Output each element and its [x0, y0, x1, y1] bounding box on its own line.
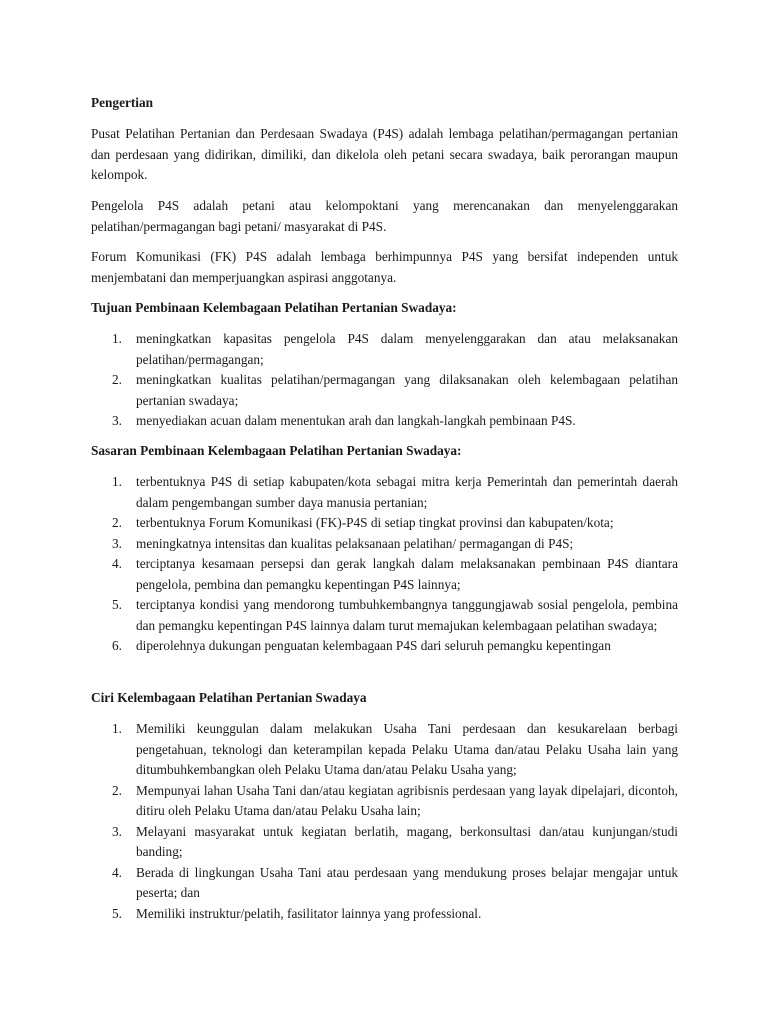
tujuan-list: [91, 329, 678, 432]
paragraph-p4s-definition: Pusat Pelatihan Pertanian dan Perdesaan Swadaya (P4S) adalah lembaga pelatihan/permagangan pertanian dan perdesaan yang didirikan, dimiliki, dan dikelola oleh petani secara swadaya, baik perorangan maupun kelompok.: [91, 126, 678, 182]
list-item-number: 5.: [112, 597, 122, 612]
section-heading-sasaran: Sasaran Pembinaan Kelembagaan Pelatihan Pertanian Swadaya:: [91, 443, 462, 458]
list-item-text: terciptanya kondisi yang mendorong tumbuhkembangnya tanggungjawab sosial pengelola, pembina dan pemangku kepentingan P4S lainnya dalam turut memajukan kelembagaan pelatihan swadaya;: [136, 597, 678, 633]
list-item: [91, 595, 678, 636]
list-item-text: terbentuknya Forum Komunikasi (FK)-P4S di setiap tingkat provinsi dan kabupaten/kota;: [136, 515, 614, 530]
section-heading-tujuan: Tujuan Pembinaan Kelembagaan Pelatihan Pertanian Swadaya:: [91, 300, 457, 315]
list-item: [91, 554, 678, 595]
list-item-text: menyediakan acuan dalam menentukan arah dan langkah-langkah pembinaan P4S.: [136, 413, 576, 428]
list-item-text: Memiliki instruktur/pelatih, fasilitator lainnya yang professional.: [136, 905, 482, 921]
list-item-number: 3.: [112, 413, 122, 428]
list-item-text: Berada di lingkungan Usaha Tani atau perdesaan yang mendukung proses belajar mengajar untuk peserta; dan: [136, 864, 678, 900]
ciri-list: [91, 719, 678, 924]
paragraph-forum-definition: Forum Komunikasi (FK) P4S adalah lembaga berhimpunnya P4S yang bersifat independen untuk menjembatani dan memperjuangkan aspirasi anggotanya.: [91, 249, 678, 285]
list-item-number: 1.: [112, 721, 122, 736]
list-item: [91, 822, 678, 863]
section-heading-ciri: Ciri Kelembagaan Pelatihan Pertanian Swadaya: [91, 690, 367, 705]
list-item-text: meningkatkan kualitas pelatihan/permagangan yang dilaksanakan oleh kelembagaan pelatihan pertanian swadaya;: [136, 372, 678, 408]
list-item-text: meningkatkan kapasitas pengelola P4S dalam menyelenggarakan dan atau melaksanakan pelatihan/permagangan;: [136, 331, 678, 367]
list-item-number: 1.: [112, 474, 122, 489]
list-item: [91, 329, 678, 370]
list-item: [91, 370, 678, 411]
list-item: [91, 513, 678, 534]
list-item: [91, 863, 678, 904]
section-heading-pengertian: Pengertian: [91, 95, 154, 110]
list-item: [91, 411, 678, 432]
list-item: [91, 636, 678, 657]
list-item-number: 6.: [112, 638, 122, 653]
list-item: [91, 904, 678, 925]
list-item-text: meningkatnya intensitas dan kualitas pelaksanaan pelatihan/ permagangan di P4S;: [136, 535, 574, 551]
list-item-number: 5.: [112, 905, 122, 921]
list-item-text: Melayani masyarakat untuk kegiatan berlatih, magang, berkonsultasi dan/atau kunjungan/studi banding;: [136, 823, 678, 859]
list-item-number: 3.: [112, 823, 122, 839]
list-item-number: 4.: [112, 556, 122, 571]
list-item-text: Mempunyai lahan Usaha Tani dan/atau kegiatan agribisnis perdesaan yang layak dipelajari, dicontoh, ditiru oleh Pelaku Utama dan/atau Pelaku Usaha lain;: [136, 782, 678, 818]
list-item-text: Memiliki keunggulan dalam melakukan Usaha Tani perdesaan dan kesukarelaan berbagi pengetahuan, teknologi dan keterampilan kepada Pelaku Utama dan/atau Pelaku Usaha lain yang ditumbuhkembangkan oleh Pelaku Utama dan/atau Pelaku Usaha yang;: [136, 721, 678, 777]
list-item-number: 2.: [112, 372, 122, 387]
list-item: [91, 534, 678, 555]
list-item-number: 1.: [112, 331, 122, 346]
sasaran-list: [91, 472, 678, 657]
paragraph-pengelola-definition: Pengelola P4S adalah petani atau kelompoktani yang merencanakan dan menyelenggarakan pelatihan/permagangan bagi petani/ masyarakat di P4S.: [91, 198, 678, 234]
list-item: [91, 781, 678, 822]
list-item-text: diperolehnya dukungan penguatan kelembagaan P4S dari seluruh pemangku kepentingan: [136, 638, 611, 653]
list-item-text: terbentuknya P4S di setiap kabupaten/kota sebagai mitra kerja Pemerintah dan pemerintah daerah dalam pengembangan sumber daya manusia pertanian;: [136, 474, 678, 510]
list-item-number: 2.: [112, 515, 122, 530]
list-item-number: 3.: [112, 535, 122, 551]
list-item: [91, 472, 678, 513]
list-item-number: 4.: [112, 864, 122, 880]
list-item-number: 2.: [112, 782, 122, 798]
list-item-text: terciptanya kesamaan persepsi dan gerak langkah dalam melaksanakan pembinaan P4S diantara pengelola, pembina dan pemangku kepentingan P4S lainnya;: [136, 556, 678, 592]
list-item: [91, 719, 678, 781]
